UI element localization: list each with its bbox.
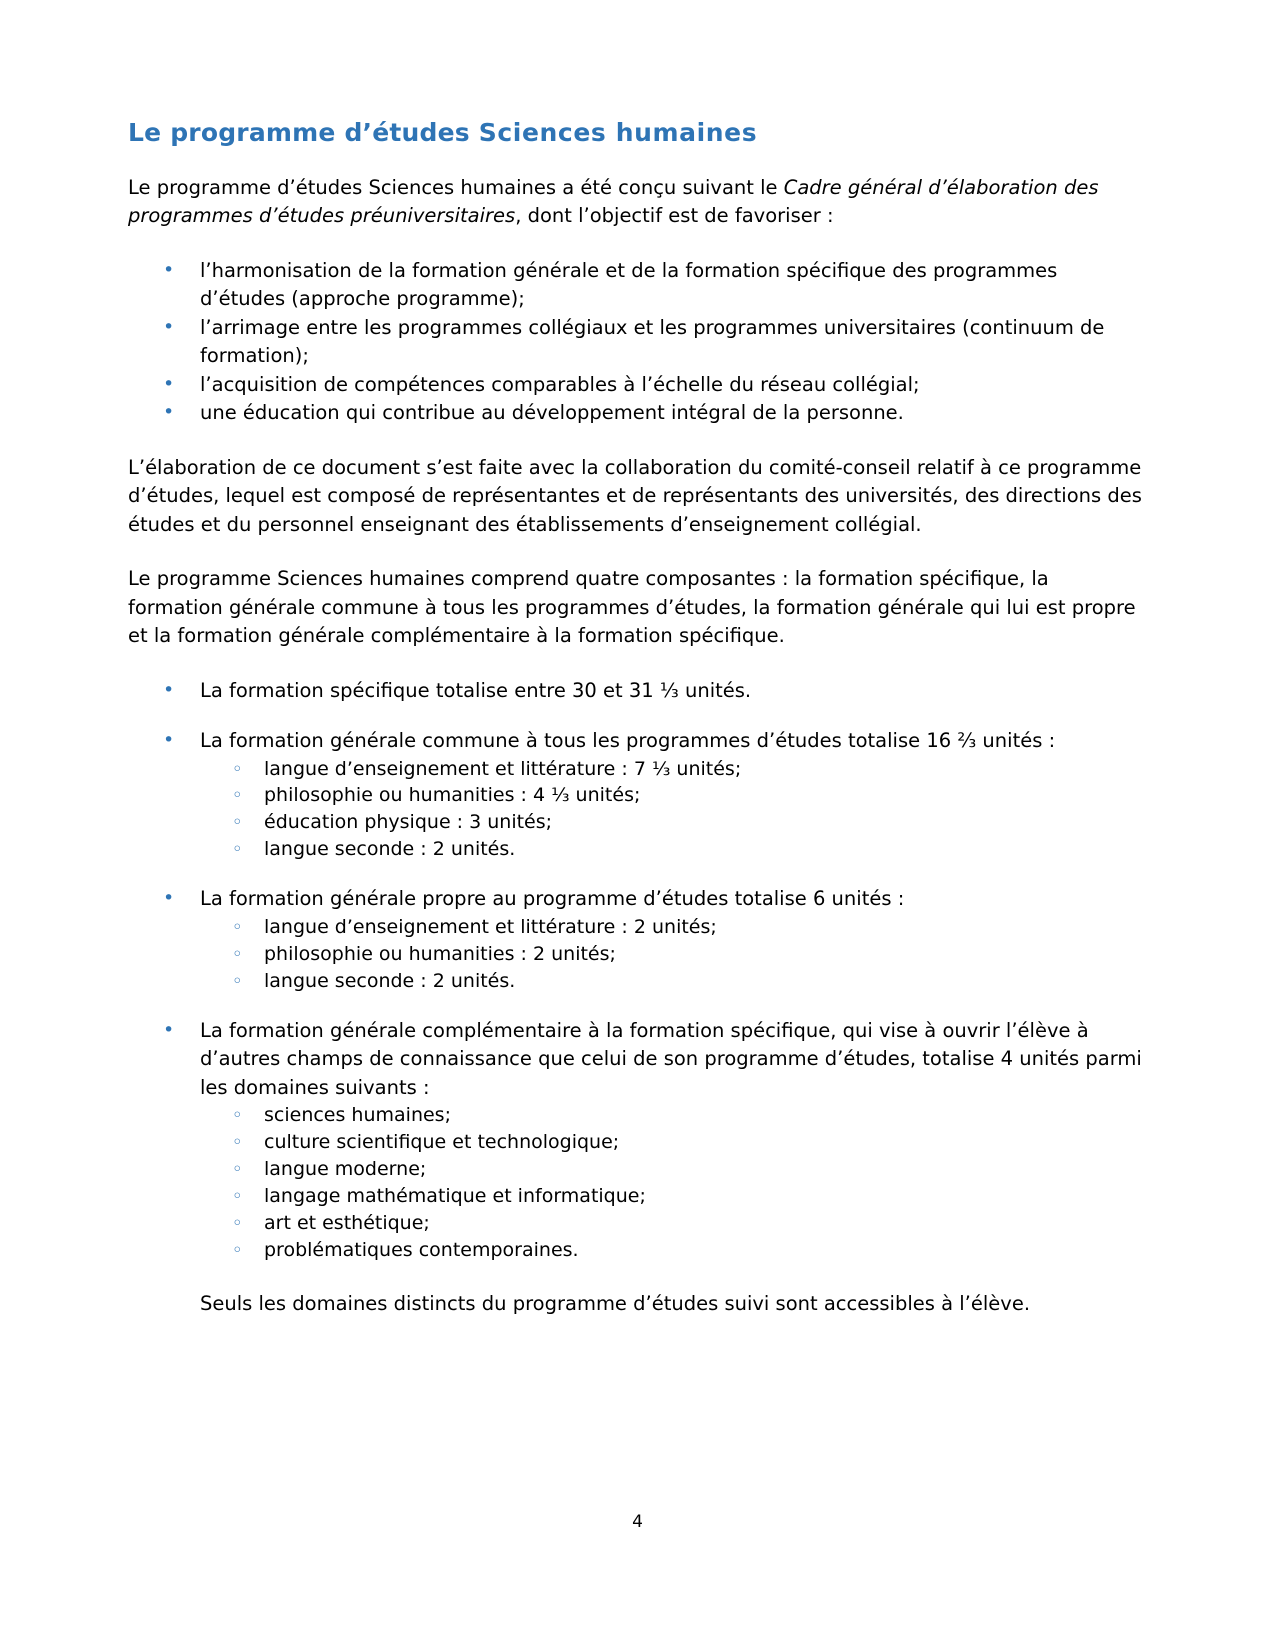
sublist-item-text: éducation physique : 3 unités; xyxy=(264,811,553,834)
sublist-item-text: philosophie ou humanities : 2 unités; xyxy=(264,942,616,965)
sublist-item-text: sciences humaines; xyxy=(264,1104,451,1127)
sublist-item-text: problématiques contemporaines. xyxy=(264,1239,579,1261)
sublist-item-text: langue moderne; xyxy=(264,1158,427,1181)
list-item xyxy=(128,885,1147,994)
list-item xyxy=(128,399,1147,427)
sublist-item xyxy=(200,1237,1147,1264)
list-item xyxy=(128,371,1147,399)
list-item xyxy=(128,677,1147,705)
list-item xyxy=(128,314,1147,371)
sublist xyxy=(200,756,1147,864)
sublist-item xyxy=(200,1156,1147,1183)
list-item-text: l’acquisition de compétences comparables à l’échelle du réseau collégial; xyxy=(200,372,920,396)
list-item-text: une éducation qui contribue au développement intégral de la personne. xyxy=(200,401,904,425)
list-item-text: La formation générale propre au programme d’études totalise 6 unités : xyxy=(200,887,905,911)
page-title-emphasis: Sciences humaines xyxy=(478,118,758,147)
list-item xyxy=(128,1017,1147,1264)
collaboration-paragraph: L’élaboration de ce document s’est faite avec la collaboration du comité-conseil relatif à ce programme d’études, lequel est composé de représentantes et de représentants des universités, des directions des études et du personnel enseignant des établissements d’enseignement collégial. xyxy=(128,455,1142,536)
sublist-item xyxy=(200,1129,1147,1156)
intro-citation: Cadre général d’élaboration des programmes d’études préuniversitaires xyxy=(128,176,1099,228)
sublist xyxy=(200,1102,1147,1264)
sublist-item-text: langage mathématique et informatique; xyxy=(264,1185,646,1208)
sublist xyxy=(200,914,1147,995)
page-title xyxy=(128,118,1147,148)
list-item-text: La formation générale commune à tous les programmes d’études totalise 16 ⅔ unités : xyxy=(200,729,1056,753)
objectives-list xyxy=(128,257,1147,428)
sublist-item-text: culture scientifique et technologique; xyxy=(264,1131,620,1154)
sublist-item xyxy=(200,968,1147,995)
sublist-item xyxy=(200,782,1147,809)
list-item xyxy=(128,257,1147,314)
intro-text-b: , dont l’objectif est de favoriser : xyxy=(515,204,834,228)
list-item xyxy=(128,727,1147,863)
sublist-item-text: langue d’enseignement et littérature : 2 unités; xyxy=(264,915,717,938)
sublist-item xyxy=(200,914,1147,941)
sublist-item-text: langue seconde : 2 unités. xyxy=(264,838,516,861)
sublist-item-text: langue d’enseignement et littérature : 7 ⅓ unités; xyxy=(264,757,742,780)
sublist-item-text: langue seconde : 2 unités. xyxy=(264,969,516,992)
intro-text-a: Le programme d’études Sciences humaines a été conçu suivant le xyxy=(128,176,784,199)
page-number: 4 xyxy=(632,1512,643,1532)
intro-paragraph xyxy=(128,174,1147,231)
sublist-item xyxy=(200,756,1147,783)
sublist-item xyxy=(200,1102,1147,1129)
sublist-item xyxy=(200,1210,1147,1237)
list-item-text: La formation spécifique totalise entre 30 et 31 ⅓ unités. xyxy=(200,678,752,702)
list-item-text: La formation générale complémentaire à la formation spécifique, qui vise à ouvrir l’élève à d’autres champs de connaissance que celui de son programme d’études, totalise 4 unités parmi les domaines suivants : xyxy=(200,1018,1142,1099)
list-item-text: l’arrimage entre les programmes collégiaux et les programmes universitaires (continuum de formation); xyxy=(200,315,1105,368)
sublist-item xyxy=(200,941,1147,968)
components-list xyxy=(128,677,1147,1264)
sublist-item-text: art et esthétique; xyxy=(264,1212,430,1235)
list-item-text: l’harmonisation de la formation générale et de la formation spécifique des programmes d’études (approche programme); xyxy=(200,258,1058,311)
closing-paragraph: Seuls les domaines distincts du programme d’études suivi sont accessibles à l’élève. xyxy=(200,1291,1031,1315)
page-title-prefix: Le programme d’études xyxy=(128,118,479,147)
sublist-item-text: philosophie ou humanities : 4 ⅓ unités; xyxy=(264,784,641,807)
components-paragraph: Le programme Sciences humaines comprend quatre composantes : la formation spécifique, la formation générale commune à tous les programmes d’études, la formation générale qui lui est propre et la formation générale complémentaire à la formation spécifique. xyxy=(128,567,1136,648)
sublist-item xyxy=(200,809,1147,836)
sublist-item xyxy=(200,836,1147,863)
sublist-item xyxy=(200,1183,1147,1210)
